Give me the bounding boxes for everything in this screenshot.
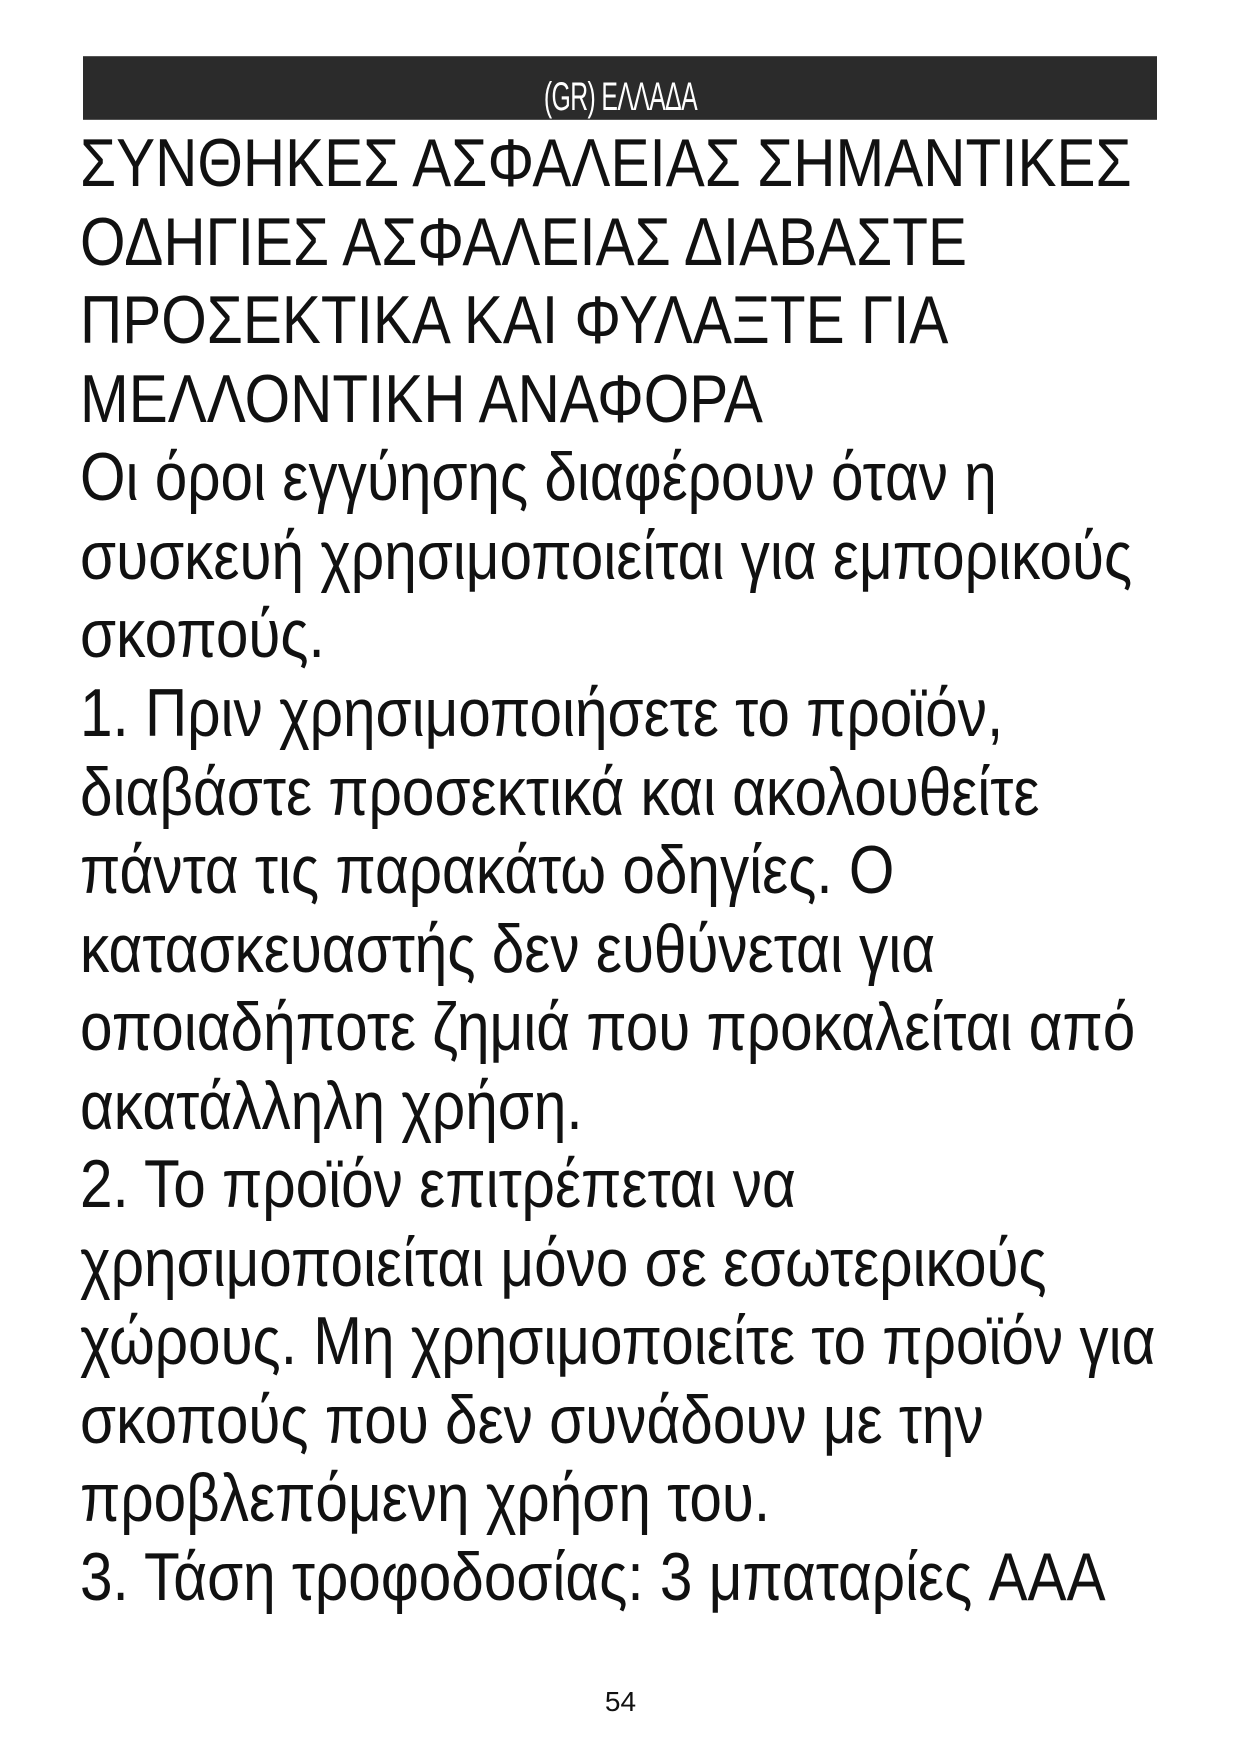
page-number: 54 bbox=[604, 1686, 637, 1717]
instruction-3-paragraph: 3. Τάση τροφοδοσίας: 3 μπαταρίες AAA bbox=[80, 1539, 1106, 1615]
instruction-1-paragraph: 1. Πριν χρησιμοποιήσετε το προϊόν, διαβάστε προσεκτικά και ακολουθείτε πάντα τις παρακάτω οδηγίες. Ο κατασκευαστής δεν ευθύνεται για οποιαδήποτε ζημιά που προκαλείται από ακατάλληλη χρήση. bbox=[80, 675, 1136, 1144]
safety-title: ΣΥΝΘΗΚΕΣ ΑΣΦΑΛΕΙΑΣ ΣΗΜΑΝΤΙΚΕΣ ΟΔΗΓΙΕΣ ΑΣΦΑΛΕΙΑΣ ΔΙΑΒΑΣΤΕ ΠΡΟΣΕΚΤΙΚΑ ΚΑΙ ΦΥΛΑΞΤΕ ΓΙΑ ΜΕΛΛΟΝΤΙΚΗ ΑΝΑΦΟΡΑ bbox=[80, 125, 1132, 437]
language-label: (GR) ΕΛΛΑΔΑ bbox=[543, 75, 697, 119]
document-body bbox=[80, 124, 1160, 1617]
warranty-paragraph: Οι όροι εγγύησης διαφέρουν όταν η συσκευή χρησιμοποιείται για εμπορικούς σκοπούς. bbox=[80, 439, 1133, 672]
language-header-bar bbox=[83, 56, 1157, 120]
instruction-2-paragraph: 2. Το προϊόν επιτρέπεται να χρησιμοποιείται μόνο σε εσωτερικούς χώρους. Μη χρησιμοποιείτε το προϊόν για σκοπούς που δεν συνάδουν με την προβλεπόμενη χρήση του. bbox=[80, 1146, 1156, 1536]
